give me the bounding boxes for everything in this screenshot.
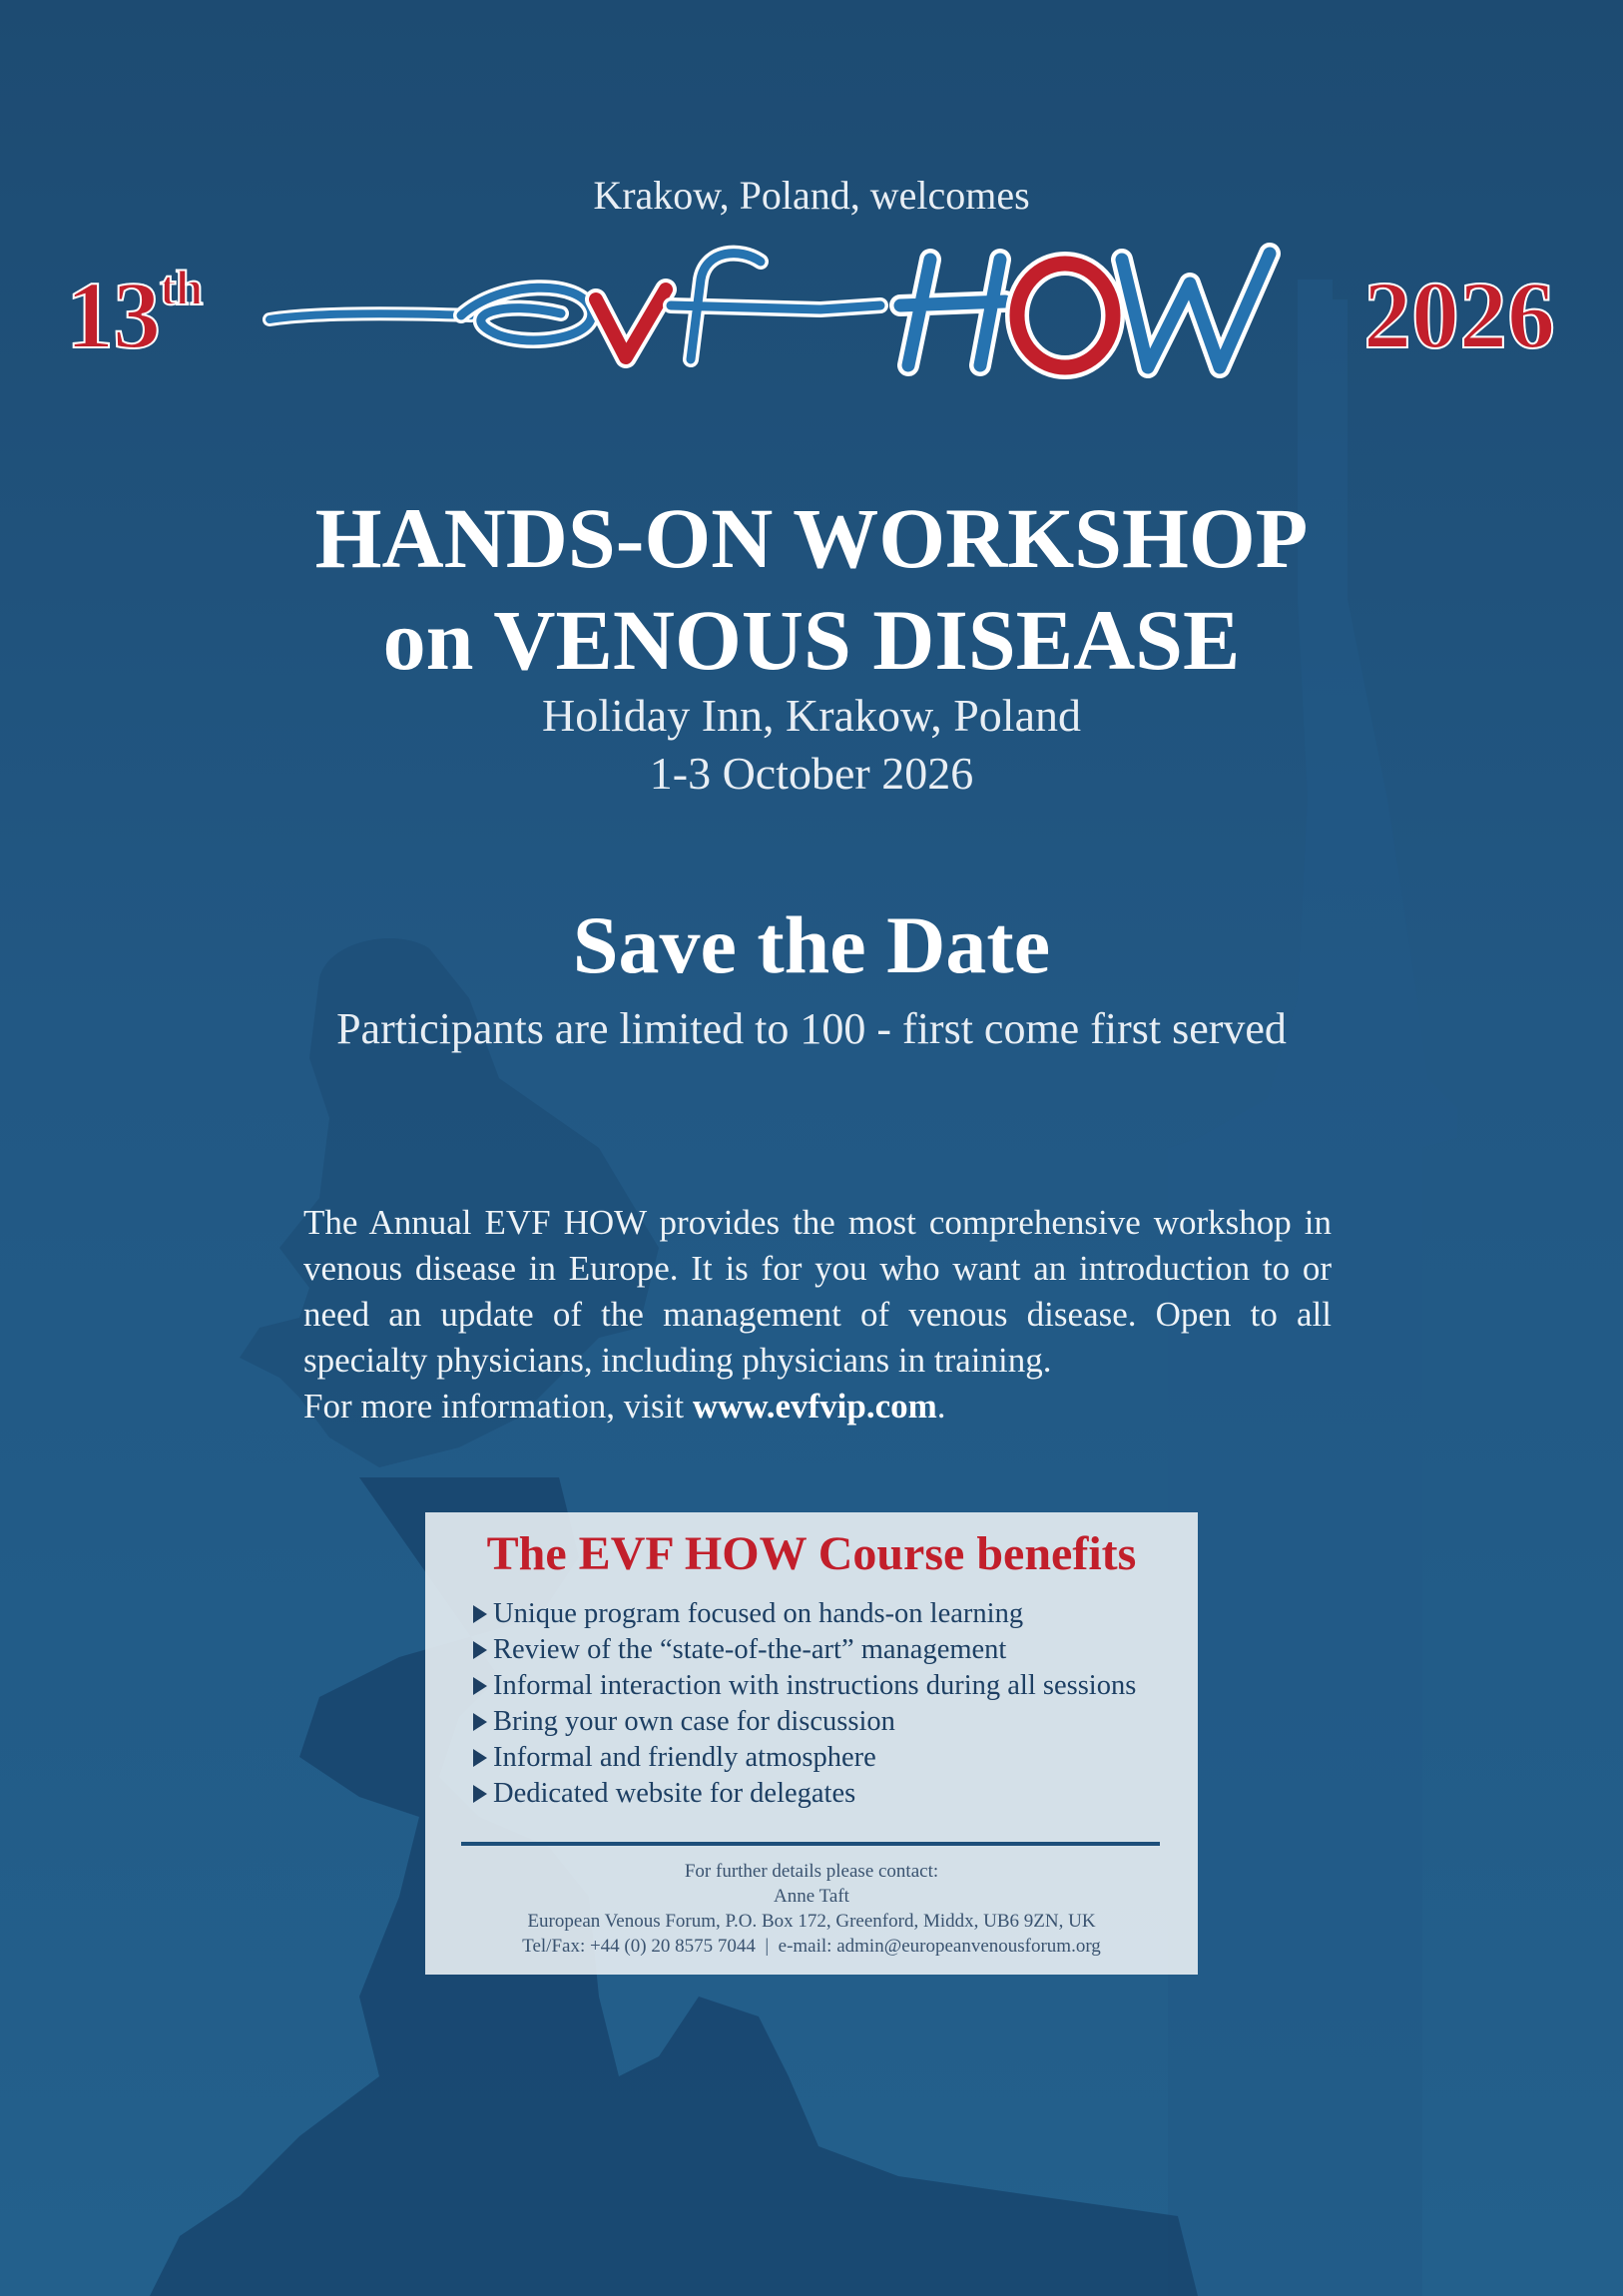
evf-how-logo — [262, 240, 1310, 389]
list-item — [473, 1704, 1136, 1740]
workshop-title-line2: on VENOUS DISEASE — [382, 592, 1241, 688]
venue-name: Holiday Inn, Krakow, Poland — [542, 690, 1081, 741]
list-item — [473, 1740, 1136, 1776]
list-item — [473, 1776, 1136, 1812]
event-logo-row — [0, 240, 1623, 389]
benefit-text: Informal and friendly atmosphere — [493, 1742, 876, 1773]
edition-suffix: th — [160, 260, 203, 315]
triangle-right-icon — [473, 1785, 487, 1803]
website-link[interactable]: www.evfvip.com — [692, 1387, 937, 1426]
description-text: The Annual EVF HOW provides the most comprehensive workshop in venous disease in Europe. It is for you who want an introduction to or need an update of the management of venous disease. Open to all specialty physicians, including physicians in training. — [303, 1203, 1332, 1380]
triangle-right-icon — [473, 1641, 487, 1659]
contact-block — [425, 1859, 1198, 1959]
benefits-list — [473, 1596, 1136, 1812]
venue-block — [0, 687, 1623, 803]
list-item — [473, 1596, 1136, 1632]
save-the-date-heading: Save the Date — [572, 899, 1051, 990]
triangle-right-icon — [473, 1677, 487, 1695]
more-info-suffix: . — [936, 1387, 946, 1426]
event-dates: 1-3 October 2026 — [649, 748, 974, 799]
participants-note: Participants are limited to 100 - first come first served — [336, 1004, 1287, 1053]
contact-address: European Venous Forum, P.O. Box 172, Greenford, Middx, UB6 9ZN, UK — [527, 1911, 1096, 1932]
event-year: 2026 — [1363, 262, 1555, 368]
triangle-right-icon — [473, 1749, 487, 1767]
edition-number-value: 13 — [66, 262, 160, 368]
contact-name: Anne Taft — [774, 1886, 849, 1907]
benefit-text: Informal interaction with instructions during all sessions — [493, 1670, 1137, 1701]
contact-phone-email[interactable]: Tel/Fax: +44 (0) 20 8575 7044 | e-mail: admin@europeanvenousforum.org — [522, 1936, 1101, 1957]
benefit-text: Dedicated website for delegates — [493, 1778, 856, 1809]
benefit-text: Review of the “state-of-the-art” management — [493, 1634, 1007, 1665]
triangle-right-icon — [473, 1713, 487, 1731]
more-info-line — [303, 1384, 1332, 1430]
more-info-prefix: For more information, visit — [303, 1387, 693, 1426]
benefit-text: Bring your own case for discussion — [493, 1706, 895, 1737]
workshop-title — [0, 487, 1623, 691]
list-item — [473, 1632, 1136, 1668]
list-item — [473, 1668, 1136, 1704]
triangle-right-icon — [473, 1605, 487, 1623]
description-block — [303, 1200, 1332, 1430]
contact-intro: For further details please contact: — [684, 1861, 939, 1882]
workshop-title-line1: HANDS-ON WORKSHOP — [314, 490, 1309, 586]
welcome-text: Krakow, Poland, welcomes — [593, 173, 1030, 218]
benefits-title: The EVF HOW Course benefits — [486, 1527, 1137, 1580]
benefits-box — [425, 1512, 1198, 1975]
edition-number — [66, 260, 202, 370]
divider — [461, 1842, 1160, 1846]
benefit-text: Unique program focused on hands-on learning — [493, 1598, 1024, 1629]
